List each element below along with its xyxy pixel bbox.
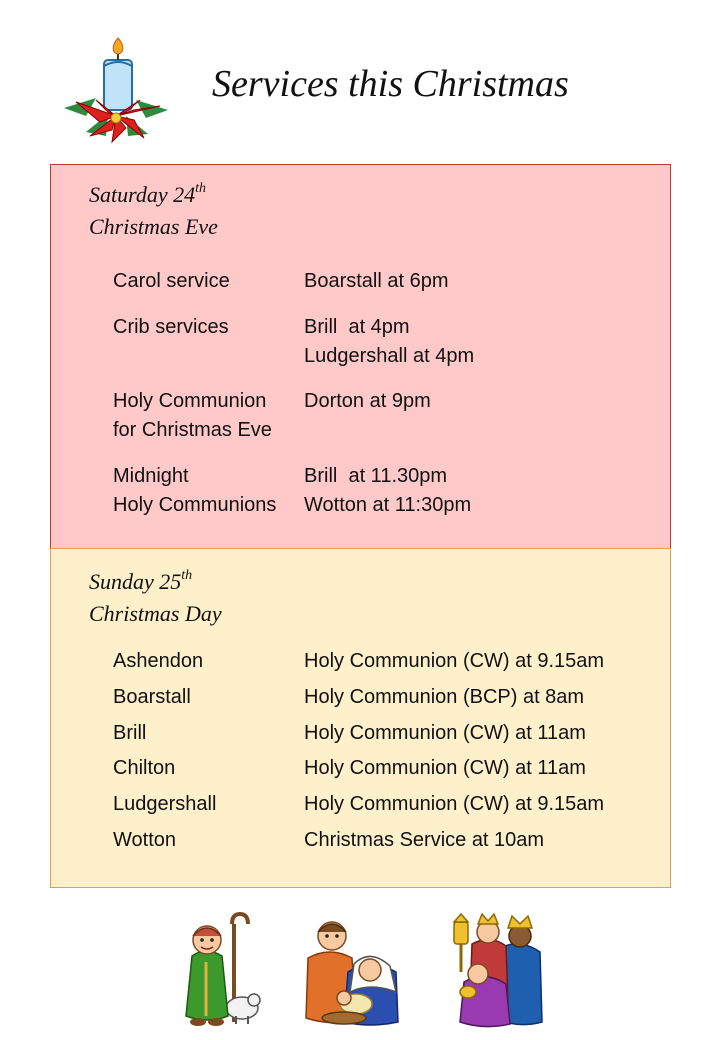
service-time: Holy Communion (CW) at 9.15am <box>304 650 605 672</box>
service-time: Wotton at 11:30pm <box>304 494 472 516</box>
service-time: Holy Communion (CW) at 9.15am <box>304 793 605 815</box>
candle-poinsettia-icon <box>56 36 176 144</box>
service-label: Carol service <box>113 270 230 292</box>
service-time: Christmas Service at 10am <box>304 829 545 851</box>
service-time: Holy Communion (CW) at 11am <box>304 722 586 744</box>
day-name-heading: Christmas Day <box>89 601 222 626</box>
service-time: Boarstall at 6pm <box>304 270 449 292</box>
service-time: Brill at 4pm <box>304 316 410 338</box>
church-name: Brill <box>113 722 147 744</box>
service-label: Midnight <box>113 465 189 487</box>
page-title: Services this Christmas <box>212 63 569 105</box>
eve-day: Saturday 24 <box>89 182 196 207</box>
day-date-heading <box>89 566 192 598</box>
christmas-day-panel <box>50 548 671 888</box>
eve-name-heading: Christmas Eve <box>89 214 218 239</box>
service-label: Crib services <box>113 316 229 338</box>
day-day: Sunday 25 <box>89 569 182 594</box>
service-label: Holy Communion <box>113 390 267 412</box>
service-label: for Christmas Eve <box>113 419 272 441</box>
christmas-eve-panel <box>50 164 671 549</box>
wise-men-icon <box>448 912 548 1030</box>
church-name: Chilton <box>113 757 176 779</box>
service-time: Brill at 11.30pm <box>304 465 448 487</box>
eve-day-suffix: th <box>195 180 207 196</box>
church-name: Ashendon <box>113 650 204 672</box>
church-name: Boarstall <box>113 686 191 708</box>
church-name: Wotton <box>113 829 176 851</box>
day-day-suffix: th <box>181 567 193 583</box>
service-time: Holy Communion (BCP) at 8am <box>304 686 585 708</box>
holy-family-icon <box>300 912 404 1030</box>
service-time: Holy Communion (CW) at 11am <box>304 757 586 779</box>
service-time: Ludgershall at 4pm <box>304 345 475 367</box>
eve-date-heading <box>89 179 206 211</box>
service-label: Holy Communions <box>113 494 277 516</box>
service-time: Dorton at 9pm <box>304 390 431 412</box>
church-name: Ludgershall <box>113 793 217 815</box>
shepherd-icon <box>176 912 262 1030</box>
